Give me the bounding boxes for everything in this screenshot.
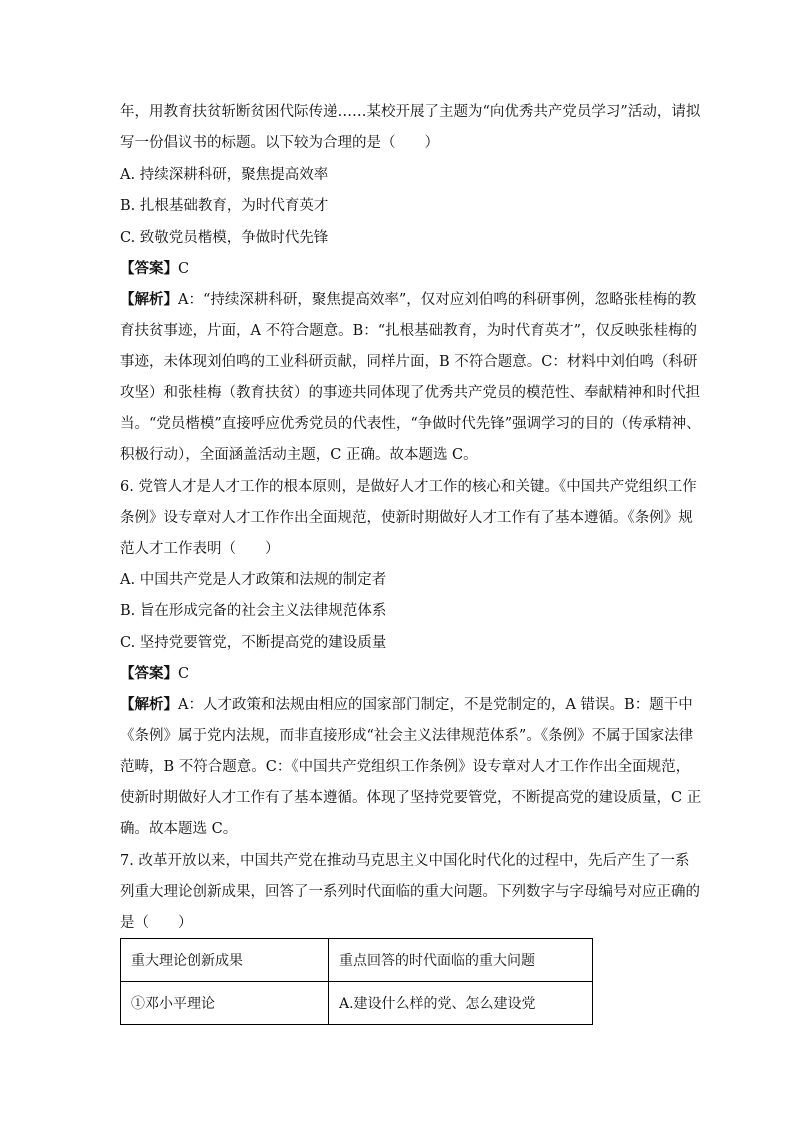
q6-analysis-line-5: 确。故本题选 C。 bbox=[120, 821, 238, 837]
q5-answer bbox=[120, 259, 189, 279]
table-header-row bbox=[121, 939, 593, 982]
q6-option-c: C. 坚持党要管党，不断提高党的建设质量 bbox=[120, 635, 387, 651]
table-cell: A.建设什么样的党、怎么建设党 bbox=[329, 982, 593, 1025]
q5-option-c: C. 致敬党员楷模，争做时代先锋 bbox=[120, 230, 329, 246]
answer-value: C bbox=[178, 261, 190, 277]
q6-stem-line-1: 6. 党管人才是人才工作的根本原则，是做好人才工作的核心和关键。《中国共产党组织工作 bbox=[120, 479, 697, 495]
q5-option-a: A. 持续深耕科研，聚焦提高效率 bbox=[120, 167, 329, 183]
table-header-cell: 重大理论创新成果 bbox=[121, 939, 329, 982]
q6-analysis-line-1 bbox=[120, 695, 693, 715]
table-row bbox=[121, 982, 593, 1025]
analysis-label: 【解析】 bbox=[120, 696, 178, 713]
q6-analysis-line-3: 范畴，B 不符合题意。C：《中国共产党组织工作条例》设专章对人才工作作出全面规范， bbox=[120, 759, 691, 775]
q7-table bbox=[120, 938, 593, 1025]
q5-stem-line-1: 年，用教育扶贫斩断贫困代际传递……某校开展了主题为“向优秀共产党员学习”活动，请拟 bbox=[120, 104, 701, 120]
q7-stem-line-2: 列重大理论创新成果，回答了一系列时代面临的重大问题。下列数字与字母编号对应正确的 bbox=[120, 884, 700, 900]
q5-analysis-line-1 bbox=[120, 290, 696, 310]
q5-analysis-line-3: 事迹，未体现刘伯鸣的工业科研贡献，同样片面，B 不符合题意。C：材料中刘伯鸣（科研 bbox=[120, 354, 698, 370]
answer-label: 【答案】 bbox=[120, 260, 178, 277]
q5-stem-line-2: 写一份倡议书的标题。以下较为合理的是（ ） bbox=[120, 135, 439, 151]
q5-analysis-line-6: 积极行动），全面涵盖活动主题，C 正确。故本题选 C。 bbox=[120, 447, 478, 463]
q5-option-b: B. 扎根基础教育，为时代育英才 bbox=[120, 198, 329, 214]
analysis-text: A：“持续深耕科研，聚焦提高效率”，仅对应刘伯鸣的科研事例，忽略张桂梅的教 bbox=[178, 292, 697, 308]
q7-stem-line-3: 是（ ） bbox=[120, 915, 193, 931]
analysis-text: A：人才政策和法规由相应的国家部门制定，不是党制定的，A 错误。B：题干中 bbox=[178, 697, 693, 713]
answer-label: 【答案】 bbox=[120, 665, 178, 682]
table-cell: ①邓小平理论 bbox=[121, 982, 329, 1025]
q6-option-a: A. 中国共产党是人才政策和法规的制定者 bbox=[120, 572, 387, 588]
q5-analysis-line-5: 当。“党员楷模”直接呼应优秀党员的代表性，“争做时代先锋”强调学习的目的（传承精神、 bbox=[120, 416, 701, 432]
q6-analysis-line-2: 《条例》属于党内法规，而非直接形成“社会主义法律规范体系”。《条例》不属于国家法律 bbox=[120, 728, 694, 744]
q6-analysis-line-4: 使新时期做好人才工作有了基本遵循。体现了坚持党要管党，不断提高党的建设质量，C 正 bbox=[120, 790, 702, 806]
q6-answer bbox=[120, 664, 189, 684]
q6-option-b: B. 旨在形成完备的社会主义法律规范体系 bbox=[120, 603, 387, 619]
q5-analysis-line-2: 育扶贫事迹，片面，A 不符合题意。B：“扎根基础教育，为时代育英才”，仅反映张桂梅的 bbox=[120, 323, 698, 339]
q6-stem-line-2: 条例》设专章对人才工作作出全面规范，使新时期做好人才工作有了基本遵循。《条例》规 bbox=[120, 510, 693, 526]
q6-stem-line-3: 范人才工作表明（ ） bbox=[120, 541, 280, 557]
analysis-label: 【解析】 bbox=[120, 291, 178, 308]
q7-stem-line-1: 7. 改革开放以来，中国共产党在推动马克思主义中国化时代化的过程中，先后产生了一系 bbox=[120, 853, 690, 869]
answer-value: C bbox=[178, 666, 190, 682]
table-header-cell: 重点回答的时代面临的重大问题 bbox=[329, 939, 593, 982]
q5-analysis-line-4: 攻坚）和张桂梅（教育扶贫）的事迹共同体现了优秀共产党员的模范性、奉献精神和时代担 bbox=[120, 385, 700, 401]
